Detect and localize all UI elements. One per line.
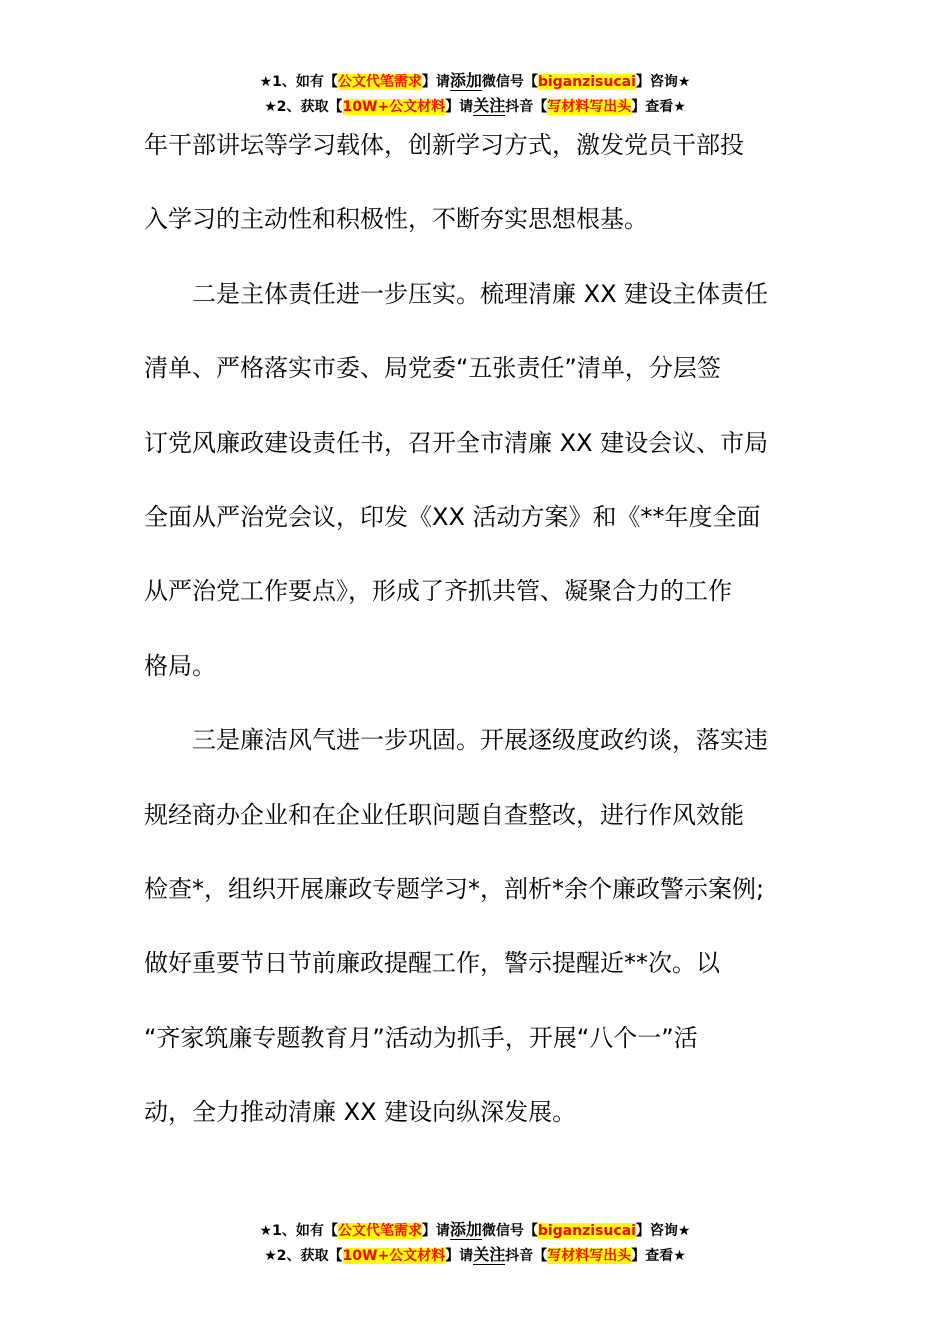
banner-highlight: 10W+公文材料 [342,1248,446,1264]
body-line: 清单、严格落实市委、局党委“五张责任”清单，分层签 [144,354,721,383]
body-line: 检查*，组织开展廉政专题学习*，剖析*余个廉政警示案例; [144,874,765,903]
banner-highlight: biganzisucai [537,74,636,90]
banner-highlight: 写材料写出头 [547,1248,632,1264]
banner-highlight: 10W+公文材料 [342,99,446,115]
footer-banner [0,1218,950,1268]
banner-highlight: biganzisucai [537,1223,636,1239]
body-line: 全面从严治党会议，印发《XX 活动方案》和《**年度全面 [144,502,761,531]
body-line: 动，全力推动清廉 XX 建设向纵深发展。 [144,1098,577,1127]
body-line: 格局。 [144,651,216,680]
banner-line-2: ★2、获取【10W+公文材料】请关注抖音【写材料写出头】查看★ [264,96,686,115]
body-line: 二是主体责任进一步压实。梳理清廉 XX 建设主体责任 [144,279,769,308]
body-line: “齐家筑廉专题教育月”活动为抓手，开展“八个一”活 [144,1023,698,1052]
banner-highlight: 公文代笔需求 [337,74,422,90]
banner-line-1: ★1、如有【公文代笔需求】请添加微信号【biganzisucai】咨询★ [259,71,691,90]
body-line: 年干部讲坛等学习载体，创新学习方式，激发党员干部投 [144,131,744,159]
document-body [144,108,824,1149]
body-line: 从严治党工作要点》，形成了齐抓共管、凝聚合力的工作 [144,577,732,606]
body-line: 入学习的主动性和积极性，不断夯实思想根基。 [144,205,648,234]
body-line: 规经商办企业和在企业任职问题自查整改，进行作风效能 [144,800,744,829]
banner-highlight: 写材料写出头 [547,99,632,115]
body-line: 三是廉洁风气进一步巩固。开展逐级度政约谈，落实违 [144,726,768,755]
banner-highlight: 公文代笔需求 [337,1223,422,1239]
banner-line-2: ★2、获取【10W+公文材料】请关注抖音【写材料写出头】查看★ [264,1245,686,1264]
body-line: 做好重要节日节前廉政提醒工作，警示提醒近**次。以 [144,949,720,978]
body-line: 订党风廉政建设责任书，召开全市清廉 XX 建设会议、市局 [144,428,769,457]
banner-line-1: ★1、如有【公文代笔需求】请添加微信号【biganzisucai】咨询★ [259,1220,691,1239]
